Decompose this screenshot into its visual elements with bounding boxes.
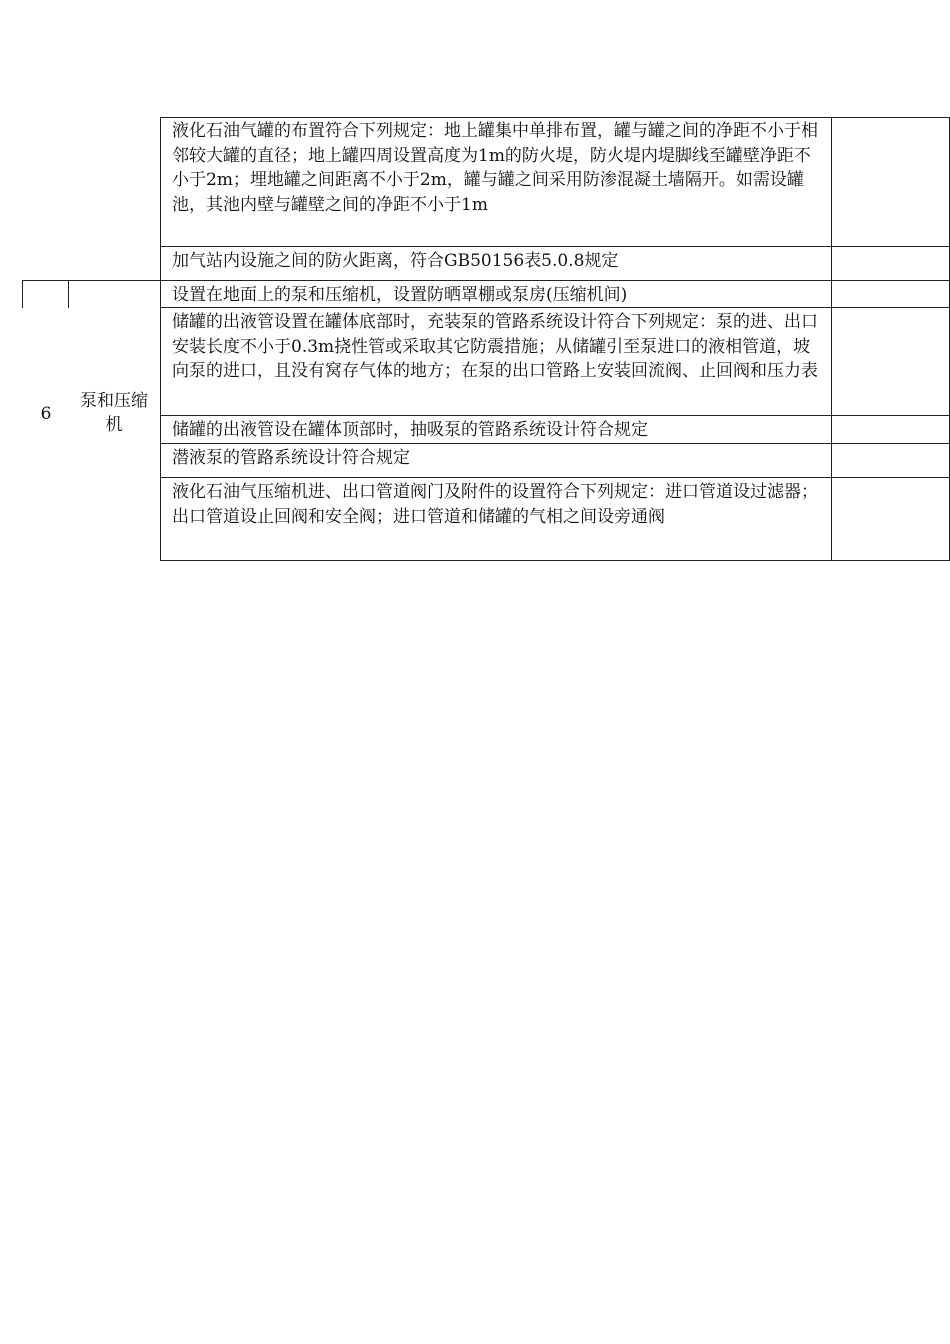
table-row: 储罐的出液管设置在罐体底部时，充装泵的管路系统设计符合下列规定：泵的进、出口安装长度不小于0.3m挠性管或采取其它防震措施；从储罐引至泵进口的液相管道，坡向泵的进口，且没有窝存气体的地方；在泵的出口管路上安装回流阀、止回阀和压力表: [172, 312, 818, 381]
table-row: 液化石油气罐的布置符合下列规定：地上罐集中单排布置，罐与罐之间的净距不小于相邻较大罐的直径；地上罐四周设置高度为1m的防火堤，防火堤内堤脚线至罐壁净距不小于2m；埋地罐之间距离不小于2m，罐与罐之间采用防渗混凝土墙隔开。如需设罐池，其池内壁与罐壁之间的净距不小于1m: [172, 121, 818, 215]
group-number: 6: [40, 404, 52, 424]
group-name: 泵和压缩机: [80, 391, 148, 435]
table-border: [68, 280, 69, 308]
table-row: 潜液泵的管路系统设计符合规定: [172, 448, 410, 468]
table-row: 储罐的出液管设在罐体顶部时，抽吸泵的管路系统设计符合规定: [172, 420, 648, 440]
table-border: [831, 117, 832, 561]
table-border: [22, 280, 950, 281]
table-row: 加气站内设施之间的防火距离，符合GB50156表5.0.8规定: [172, 251, 619, 271]
table-border: [160, 117, 161, 561]
table-border: [22, 280, 23, 308]
table-row: 设置在地面上的泵和压缩机，设置防晒罩棚或泵房(压缩机间): [172, 285, 628, 305]
table-row: 液化石油气压缩机进、出口管道阀门及附件的设置符合下列规定：进口管道设过滤器；出口管道设止回阀和安全阀；进口管道和储罐的气相之间设旁通阀: [172, 482, 818, 527]
